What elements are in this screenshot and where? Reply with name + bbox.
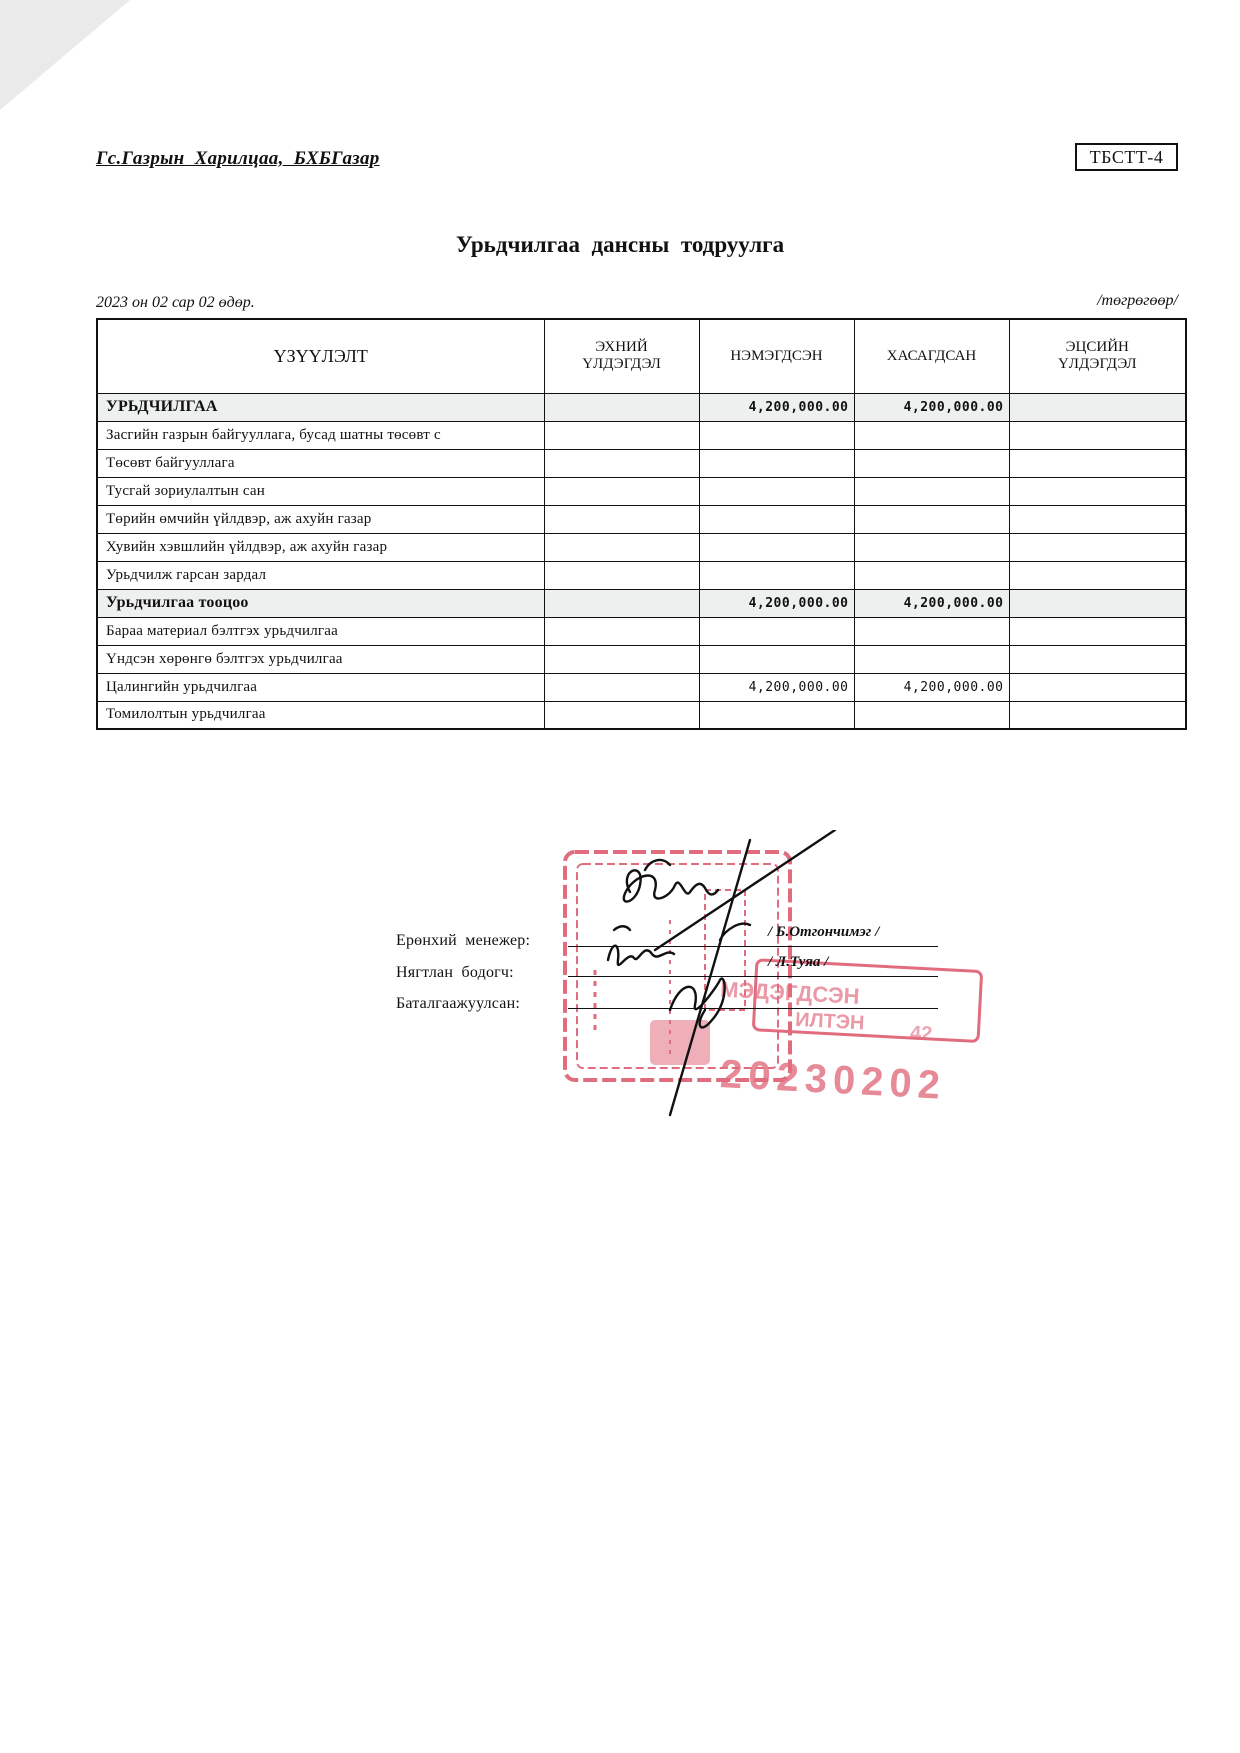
row-increased — [699, 645, 854, 673]
currency-unit: /төгрөгөөр/ — [1097, 292, 1178, 309]
row-name: Цалингийн урьдчилгаа — [97, 673, 544, 701]
document-date: 2023 он 02 сар 02 өдөр. — [96, 294, 255, 311]
row-decreased — [854, 477, 1009, 505]
header-opening-line1: ЭХНИЙ — [595, 339, 648, 356]
row-closing — [1009, 617, 1186, 645]
row-opening — [544, 393, 699, 421]
row-decreased — [854, 421, 1009, 449]
row-decreased — [854, 449, 1009, 477]
row-name: Бараа материал бэлтгэх урьдчилгаа — [97, 617, 544, 645]
row-name: Үндсэн хөрөнгө бэлтгэх урьдчилгаа — [97, 645, 544, 673]
row-name: Засгийн газрын байгууллага, бусад шатны төсөвт с — [97, 421, 544, 449]
row-closing — [1009, 449, 1186, 477]
header-closing-line1: ЭЦСИЙН — [1065, 339, 1129, 356]
row-decreased — [854, 533, 1009, 561]
general-manager-signature-line — [568, 946, 938, 947]
row-decreased — [854, 645, 1009, 673]
row-increased: 4,200,000.00 — [699, 393, 854, 421]
row-increased: 4,200,000.00 — [699, 673, 854, 701]
row-increased: 4,200,000.00 — [699, 589, 854, 617]
row-opening — [544, 673, 699, 701]
advance-account-table — [96, 318, 1187, 730]
accountant-name: / Л.Туяа / — [768, 954, 829, 970]
row-name: Урьдчилж гарсан зардал — [97, 561, 544, 589]
page-corner-fold — [0, 0, 130, 110]
table-row — [97, 645, 1186, 673]
row-closing — [1009, 561, 1186, 589]
verified-signature-line — [568, 1008, 938, 1009]
header-closing-balance — [1009, 319, 1186, 393]
table-row — [97, 673, 1186, 701]
stamp-text-3: 42 — [909, 1022, 933, 1046]
table-row — [97, 393, 1186, 421]
row-name: Төсөвт байгууллага — [97, 449, 544, 477]
verified-label: Баталгаажуулсан: — [396, 995, 520, 1012]
row-name: Тусгай зориулалтын сан — [97, 477, 544, 505]
row-closing — [1009, 533, 1186, 561]
row-opening — [544, 645, 699, 673]
row-closing — [1009, 589, 1186, 617]
header-opening-balance — [544, 319, 699, 393]
stamp-text-1: МЭДЭГДСЭН — [719, 976, 861, 1009]
table-row — [97, 589, 1186, 617]
row-decreased: 4,200,000.00 — [854, 393, 1009, 421]
row-name: Төрийн өмчийн үйлдвэр, аж ахуйн газар — [97, 505, 544, 533]
accountant-label: Нягтлан бодогч: — [396, 964, 514, 981]
table-header-row — [97, 319, 1186, 393]
table-row — [97, 561, 1186, 589]
handwritten-signatures — [600, 830, 860, 1120]
table-row — [97, 701, 1186, 729]
organization-name: Гс.Газрын Харилцаа, БХБГазар — [96, 148, 380, 169]
header-decreased: ХАСАГДСАН — [854, 319, 1009, 393]
header-indicator: ҮЗҮҮЛЭЛТ — [97, 319, 544, 393]
stamp-text-2: ИЛТЭН — [794, 1008, 865, 1035]
table-row — [97, 477, 1186, 505]
row-closing — [1009, 477, 1186, 505]
table-row — [97, 421, 1186, 449]
row-decreased — [854, 701, 1009, 729]
row-closing — [1009, 701, 1186, 729]
row-name: УРЬДЧИЛГАА — [97, 393, 544, 421]
row-increased — [699, 505, 854, 533]
row-opening — [544, 533, 699, 561]
form-code-box: ТБСТТ-4 — [1075, 143, 1178, 171]
row-opening — [544, 477, 699, 505]
stamp-date: 20230202 — [719, 1052, 947, 1108]
row-closing — [1009, 393, 1186, 421]
table-row — [97, 617, 1186, 645]
row-closing — [1009, 673, 1186, 701]
row-increased — [699, 477, 854, 505]
header-opening-line2: ҮЛДЭГДЭЛ — [582, 356, 661, 373]
row-opening — [544, 589, 699, 617]
row-name: Томилолтын урьдчилгаа — [97, 701, 544, 729]
row-increased — [699, 561, 854, 589]
row-closing — [1009, 421, 1186, 449]
header-closing-line2: ҮЛДЭГДЭЛ — [1057, 356, 1137, 373]
row-increased — [699, 449, 854, 477]
row-decreased: 4,200,000.00 — [854, 589, 1009, 617]
row-closing — [1009, 505, 1186, 533]
row-increased — [699, 617, 854, 645]
row-opening — [544, 617, 699, 645]
row-opening — [544, 505, 699, 533]
row-decreased: 4,200,000.00 — [854, 673, 1009, 701]
row-decreased — [854, 505, 1009, 533]
row-decreased — [854, 617, 1009, 645]
row-name: Хувийн хэвшлийн үйлдвэр, аж ахуйн газар — [97, 533, 544, 561]
row-increased — [699, 533, 854, 561]
row-closing — [1009, 645, 1186, 673]
row-opening — [544, 561, 699, 589]
table-row — [97, 505, 1186, 533]
row-decreased — [854, 561, 1009, 589]
header-increased: НЭМЭГДСЭН — [699, 319, 854, 393]
general-manager-label: Ерөнхий менежер: — [396, 932, 531, 949]
general-manager-name: / Б.Отгончимэг / — [768, 924, 880, 940]
table-row — [97, 533, 1186, 561]
table-row — [97, 449, 1186, 477]
row-increased — [699, 701, 854, 729]
row-name: Урьдчилгаа тооцоо — [97, 589, 544, 617]
accountant-signature-line — [568, 976, 938, 977]
row-opening — [544, 421, 699, 449]
document-title: Урьдчилгаа дансны тодруулга — [455, 232, 785, 257]
row-opening — [544, 701, 699, 729]
row-increased — [699, 421, 854, 449]
row-opening — [544, 449, 699, 477]
